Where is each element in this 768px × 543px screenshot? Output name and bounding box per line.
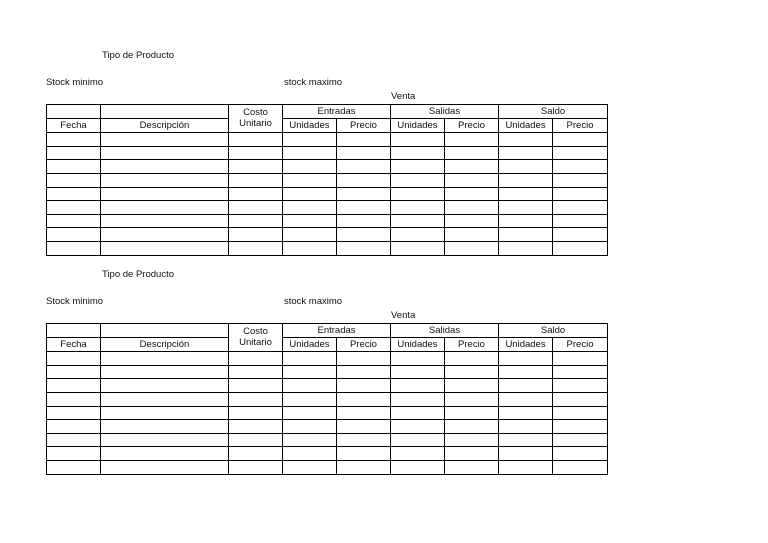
table-cell [391, 447, 445, 461]
table-cell [47, 420, 101, 434]
table-row [47, 173, 608, 187]
header-group-salidas: Salidas [391, 324, 499, 338]
stock-max-label: stock maximo [284, 296, 343, 307]
table-cell [229, 447, 283, 461]
header-blank-cell [47, 105, 101, 119]
table-cell [337, 420, 391, 434]
table-cell [553, 160, 608, 174]
table-cell [337, 460, 391, 474]
table-cell [445, 406, 499, 420]
table-cell [283, 433, 337, 447]
table-cell [337, 146, 391, 160]
table-row [47, 146, 608, 160]
table-cell [283, 187, 337, 201]
table-cell [445, 160, 499, 174]
table-cell [499, 201, 553, 215]
table-row [47, 379, 608, 393]
table-cell [391, 173, 445, 187]
table-cell [47, 187, 101, 201]
header-blank-cell [101, 324, 229, 338]
header-col-salidas-precio: Precio [445, 337, 499, 352]
table-cell [101, 406, 229, 420]
table-cell [553, 420, 608, 434]
table-cell [47, 133, 101, 147]
table-row [47, 187, 608, 201]
table-cell [47, 447, 101, 461]
table-cell [445, 146, 499, 160]
table-cell [445, 433, 499, 447]
table-cell [283, 447, 337, 461]
table-cell [391, 406, 445, 420]
table-cell [101, 365, 229, 379]
inventory-table [46, 323, 608, 475]
table-cell [47, 460, 101, 474]
header-col-saldo-unidades: Unidades [499, 337, 553, 352]
product-type-label: Tipo de Producto [102, 50, 174, 61]
header-col-entradas-precio: Precio [337, 118, 391, 133]
table-cell [229, 173, 283, 187]
table-cell [445, 392, 499, 406]
table-cell [499, 173, 553, 187]
table-cell [229, 420, 283, 434]
table-cell [101, 352, 229, 366]
table-cell [283, 146, 337, 160]
header-col-descripcion: Descripción [101, 337, 229, 352]
header-row-columns [47, 337, 608, 352]
table-cell [283, 460, 337, 474]
table-cell [101, 420, 229, 434]
table-cell [553, 146, 608, 160]
table-cell [47, 379, 101, 393]
table-row [47, 447, 608, 461]
table-row [47, 160, 608, 174]
table-cell [391, 146, 445, 160]
table-cell [337, 392, 391, 406]
table-cell [283, 133, 337, 147]
stock-max-label: stock maximo [284, 77, 343, 88]
table-cell [283, 406, 337, 420]
table-cell [391, 201, 445, 215]
table-cell [101, 187, 229, 201]
table-cell [337, 352, 391, 366]
header-col-fecha: Fecha [47, 337, 101, 352]
table-cell [553, 460, 608, 474]
header-col-descripcion: Descripción [101, 118, 229, 133]
table-row [47, 352, 608, 366]
header-row-groups [47, 324, 608, 338]
table-row [47, 460, 608, 474]
table-cell [337, 187, 391, 201]
table-cell [229, 133, 283, 147]
table-cell [337, 365, 391, 379]
table-cell [499, 365, 553, 379]
header-col-entradas-unidades: Unidades [283, 118, 337, 133]
stock-min-label: Stock minimo [46, 296, 104, 307]
table-cell [445, 352, 499, 366]
table-cell [229, 379, 283, 393]
table-cell [553, 133, 608, 147]
header-group-entradas: Entradas [283, 324, 391, 338]
table-cell [499, 406, 553, 420]
table-cell [445, 133, 499, 147]
table-cell [47, 433, 101, 447]
table-cell [553, 173, 608, 187]
table-cell [445, 379, 499, 393]
table-cell [47, 352, 101, 366]
table-cell [391, 160, 445, 174]
table-cell [499, 352, 553, 366]
table-cell [229, 201, 283, 215]
table-cell [101, 460, 229, 474]
table-cell [229, 392, 283, 406]
table-cell [391, 365, 445, 379]
table-cell [101, 379, 229, 393]
table-cell [445, 420, 499, 434]
table-cell [553, 392, 608, 406]
table-cell [283, 392, 337, 406]
table-cell [499, 392, 553, 406]
table-cell [337, 173, 391, 187]
header-group-entradas: Entradas [283, 105, 391, 119]
table-cell [101, 433, 229, 447]
table-cell [337, 406, 391, 420]
table-cell [101, 447, 229, 461]
table-cell [229, 460, 283, 474]
header-group-saldo: Saldo [499, 105, 608, 119]
table-cell [499, 460, 553, 474]
table-row [47, 406, 608, 420]
table-cell [283, 420, 337, 434]
header-costo-line1: Costo [229, 105, 283, 119]
table-cell [283, 160, 337, 174]
table-row [47, 420, 608, 434]
header-blank-cell [47, 324, 101, 338]
inventory-section-1 [0, 0, 768, 220]
table-row [47, 392, 608, 406]
table-cell [391, 352, 445, 366]
table-cell [391, 460, 445, 474]
header-col-fecha: Fecha [47, 118, 101, 133]
table-cell [229, 146, 283, 160]
header-blank-cell [101, 105, 229, 119]
table-cell [445, 460, 499, 474]
inventory-section-2 [0, 219, 768, 439]
table-cell [553, 352, 608, 366]
header-row-groups [47, 105, 608, 119]
table-cell [337, 160, 391, 174]
table-cell [553, 187, 608, 201]
table-cell [499, 433, 553, 447]
table-cell [391, 392, 445, 406]
table-cell [101, 201, 229, 215]
table-cell [47, 160, 101, 174]
table-cell [445, 447, 499, 461]
table-cell [499, 187, 553, 201]
header-col-entradas-unidades: Unidades [283, 337, 337, 352]
table-cell [337, 133, 391, 147]
table-cell [445, 173, 499, 187]
table-cell [47, 365, 101, 379]
table-cell [391, 420, 445, 434]
table-cell [283, 352, 337, 366]
table-cell [445, 365, 499, 379]
table-cell [445, 201, 499, 215]
header-col-saldo-unidades: Unidades [499, 118, 553, 133]
table-cell [283, 379, 337, 393]
table-cell [47, 392, 101, 406]
table-cell [391, 133, 445, 147]
header-group-salidas: Salidas [391, 105, 499, 119]
table-cell [101, 392, 229, 406]
table-cell [101, 173, 229, 187]
table-cell [499, 379, 553, 393]
product-type-label: Tipo de Producto [102, 269, 174, 280]
table-cell [229, 352, 283, 366]
sale-label: Venta [391, 91, 416, 102]
table-cell [229, 433, 283, 447]
header-col-salidas-precio: Precio [445, 118, 499, 133]
table-cell [499, 160, 553, 174]
table-cell [553, 365, 608, 379]
header-col-entradas-precio: Precio [337, 337, 391, 352]
table-cell [499, 447, 553, 461]
table-cell [229, 187, 283, 201]
table-cell [445, 187, 499, 201]
table-cell [553, 379, 608, 393]
table-cell [391, 379, 445, 393]
table-cell [499, 133, 553, 147]
table-cell [553, 201, 608, 215]
sale-label: Venta [391, 310, 416, 321]
table-cell [553, 433, 608, 447]
header-costo-line2: Unitario [229, 118, 283, 133]
table-cell [229, 406, 283, 420]
table-cell [101, 146, 229, 160]
header-group-saldo: Saldo [499, 324, 608, 338]
table-cell [337, 433, 391, 447]
table-cell [391, 187, 445, 201]
table-row [47, 433, 608, 447]
header-col-saldo-precio: Precio [553, 118, 608, 133]
table-cell [47, 146, 101, 160]
table-cell [101, 160, 229, 174]
table-cell [337, 379, 391, 393]
table-cell [553, 406, 608, 420]
table-cell [47, 406, 101, 420]
header-costo-line1: Costo [229, 324, 283, 338]
table-cell [283, 173, 337, 187]
header-row-columns [47, 118, 608, 133]
table-cell [229, 160, 283, 174]
table-cell [283, 201, 337, 215]
table-cell [499, 146, 553, 160]
header-col-saldo-precio: Precio [553, 337, 608, 352]
header-costo-line2: Unitario [229, 337, 283, 352]
table-cell [47, 173, 101, 187]
table-row [47, 201, 608, 215]
stock-min-label: Stock minimo [46, 77, 104, 88]
table-cell [283, 365, 337, 379]
table-cell [337, 201, 391, 215]
table-row [47, 133, 608, 147]
table-cell [391, 433, 445, 447]
header-col-salidas-unidades: Unidades [391, 118, 445, 133]
table-cell [553, 447, 608, 461]
table-cell [499, 420, 553, 434]
table-cell [229, 365, 283, 379]
table-cell [47, 201, 101, 215]
table-cell [101, 133, 229, 147]
header-col-salidas-unidades: Unidades [391, 337, 445, 352]
table-row [47, 365, 608, 379]
table-cell [337, 447, 391, 461]
